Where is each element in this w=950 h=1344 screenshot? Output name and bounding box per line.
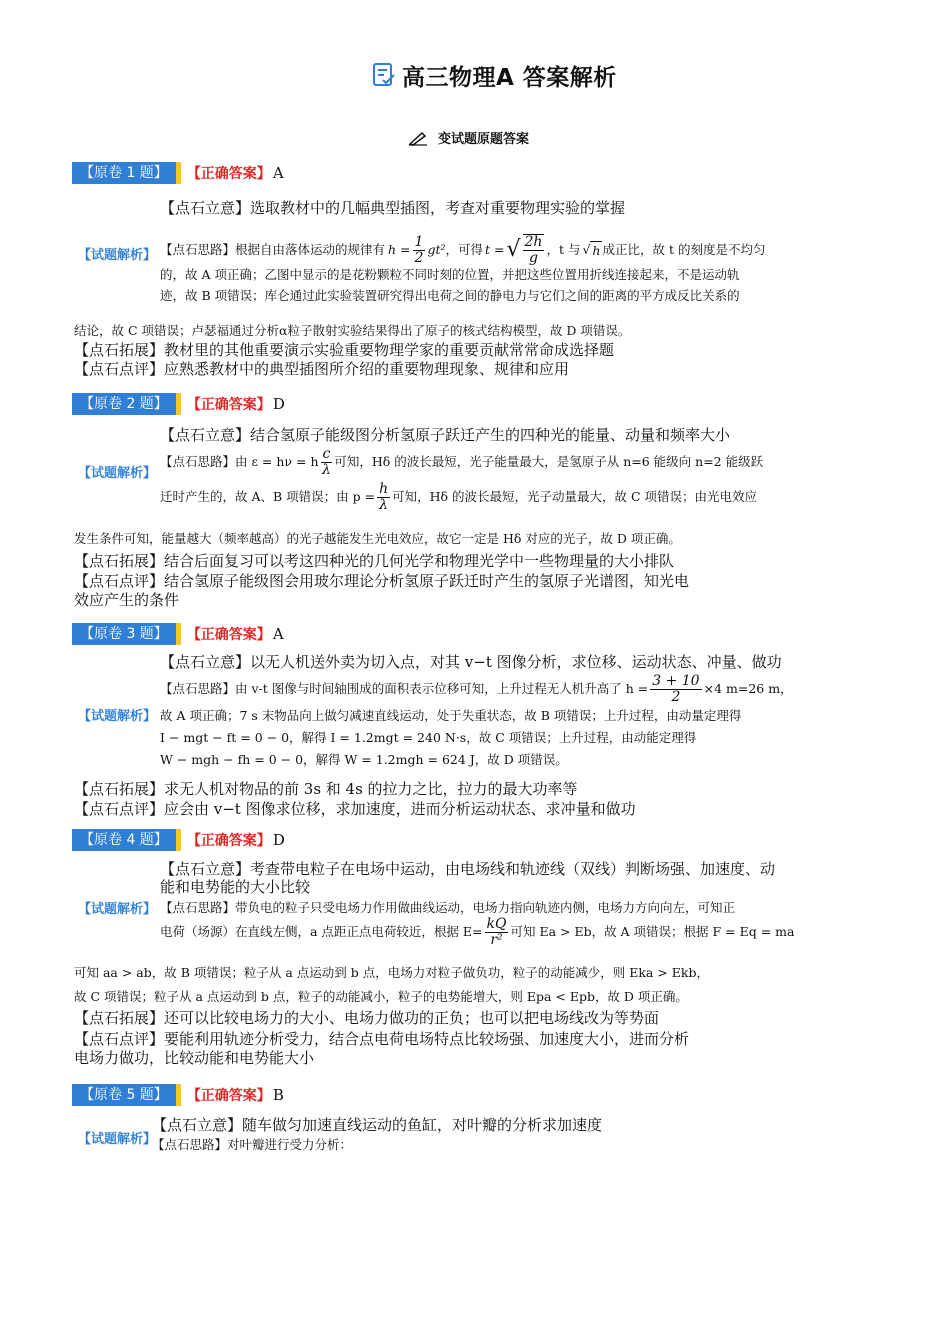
q3-tuozhan: 【点石拓展】求无人机对物品的前 3s 和 4s 的拉力之比，拉力的最大功率等 xyxy=(74,780,578,798)
q2-dianping-2: 效应产生的条件 xyxy=(74,591,180,609)
q3-silu: 【点石思路】由 v-t 图像与时间轴围成的面积表示位移可知，上升过程无人机升高了 h = $\frac{3 + 10}{2}$ ×4 m=26 m， xyxy=(160,672,793,705)
question-1-header xyxy=(72,162,284,184)
analysis-label: 【试题解析】 xyxy=(78,466,157,481)
q4-tuozhan: 【点石拓展】还可以比较电场力的大小、电场力做功的正负；也可以把电场线改为等势面 xyxy=(74,1009,660,1027)
q2-tuozhan: 【点石拓展】结合后面复习可以考这四种光的几何光学和物理光学中一些物理量的大小排队 xyxy=(74,552,675,570)
q4-silu-2: 电荷（场源）在直线左侧，a 点距正点电荷较近，根据 E= $\frac{kQ}{\text{r²}}$ 可知 Ea > Eb，故 A 项错误；根据 F = Eq = ma xyxy=(160,915,795,948)
analysis-label: 【试题解析】 xyxy=(78,1132,157,1147)
q3-dianping: 【点石点评】应会由 v−t 图像求位移，求加速度，进而分析运动状态、求冲量和做功 xyxy=(74,800,636,818)
question-5-header xyxy=(72,1084,284,1106)
q2-silu: 【点石思路】由 ε = hν = h $\frac{c}{\lambda}$ 可知，Hδ 的波长最短，光子能量最大，是氢原子从 n=6 能级向 n=2 能级跃 xyxy=(160,445,764,478)
section-subtitle xyxy=(408,128,529,147)
pen-icon xyxy=(408,130,428,146)
analysis-label: 【试题解析】 xyxy=(78,248,157,263)
q1-silu: 【点石思路】根据自由落体运动的规律有 h = $\frac{1}{2}$ gt² ，可得 t = √ $\frac{2h}{g}$ ，t 与 √ h 成正比，故 t 的刻度是不均匀 xyxy=(160,233,766,266)
q5-lizhi: 【点石立意】随车做匀加速直线运动的鱼缸，对叶瓣的分析求加速度 xyxy=(152,1116,603,1134)
question-tag: 【原卷 1 题】 xyxy=(72,162,181,184)
answer-value: D xyxy=(272,831,285,849)
q1-line4: 结论，故 C 项错误；卢瑟福通过分析α粒子散射实验结果得出了原子的核式结构模型，故 D 项错误。 xyxy=(74,323,631,338)
q4-dianping-2: 电场力做功，比较动能和电势能大小 xyxy=(74,1049,315,1067)
answer-label: 【正确答案】 xyxy=(186,1088,271,1104)
answer-label: 【正确答案】 xyxy=(186,166,271,182)
q4-line4: 故 C 项错误；粒子从 a 点运动到 b 点，粒子的动能减小，粒子的电势能增大，则 Epa < Epb，故 D 项正确。 xyxy=(74,989,688,1004)
answer-label: 【正确答案】 xyxy=(186,397,271,413)
q4-dianping-1: 【点石点评】要能利用轨迹分析受力，结合点电荷电场特点比较场强、加速度大小，进而分析 xyxy=(74,1030,690,1048)
subtitle-text: 变试题原题答案 xyxy=(438,132,530,147)
question-tag: 【原卷 5 题】 xyxy=(72,1084,181,1106)
q4-lizhi-1: 【点石立意】考查带电粒子在电场中运动，由电场线和轨迹线（双线）判断场强、加速度、动 xyxy=(160,860,776,878)
q4-silu-1: 【点石思路】带负电的粒子只受电场力作用做曲线运动，电场力指向轨迹内侧，电场力方向向左，可知正 xyxy=(160,900,736,915)
answer-value: A xyxy=(272,164,284,182)
q2-line2: 迁时产生的，故 A、B 项错误；由 p = $\frac{h}{\lambda}$ 可知，Hδ 的波长最短，光子动量最大，故 C 项错误；由光电效应 xyxy=(160,480,758,513)
q4-line3: 可知 aa > ab，故 B 项错误；粒子从 a 点运动到 b 点，电场力对粒子做负功，粒子的动能减少，则 Eka > Ekb， xyxy=(74,965,709,980)
q3-line4: W − mgh − fh = 0 − 0，解得 W = 1.2mgh = 624 J，故 D 项错误。 xyxy=(160,752,568,767)
question-4-header xyxy=(72,829,285,851)
answer-value: D xyxy=(272,395,285,413)
question-tag: 【原卷 4 题】 xyxy=(72,829,181,851)
answer-value: B xyxy=(272,1086,284,1104)
q1-tuozhan: 【点石拓展】教材里的其他重要演示实验重要物理学家的重要贡献常常命成选择题 xyxy=(74,341,615,359)
document-check-icon xyxy=(372,62,396,88)
title-text: 高三物理A 答案解析 xyxy=(402,64,617,91)
question-2-header xyxy=(72,393,285,415)
q1-line3: 迹，故 B 项错误；库仑通过此实验装置研究得出电荷之间的静电力与它们之间的距离的平方成反比关系的 xyxy=(160,288,740,303)
q3-line2: 故 A 项正确；7 s 末物品向上做匀减速直线运动，处于失重状态，故 B 项错误；上升过程，由动量定理得 xyxy=(160,708,742,723)
answer-label: 【正确答案】 xyxy=(186,627,271,643)
answer-label: 【正确答案】 xyxy=(186,833,271,849)
analysis-label: 【试题解析】 xyxy=(78,709,157,724)
q1-lizhi: 【点石立意】选取教材中的几幅典型插图，考查对重要物理实验的掌握 xyxy=(160,199,626,217)
q2-dianping-1: 【点石点评】结合氢原子能级图会用玻尔理论分析氢原子跃迁时产生的氢原子光谱图，知光电 xyxy=(74,572,690,590)
q5-silu: 【点石思路】对叶瓣进行受力分析： xyxy=(152,1137,353,1152)
q2-line3: 发生条件可知，能量越大（频率越高）的光子越能发生光电效应，故它一定是 Hδ 对应的光子，故 D 项正确。 xyxy=(74,531,681,546)
q3-line3: I − mgt − ft = 0 − 0，解得 I = 1.2mgt = 240 N·s，故 C 项错误；上升过程，由动能定理得 xyxy=(160,730,697,745)
q1-line2: 的，故 A 项正确；乙图中显示的是花粉颗粒不同时刻的位置，并把这些位置用折线连接起来，不是运动轨 xyxy=(160,267,740,282)
question-3-header xyxy=(72,623,284,645)
answer-value: A xyxy=(272,625,284,643)
q1-dianping: 【点石点评】应熟悉教材中的典型插图所介绍的重要物理现象、规律和应用 xyxy=(74,360,570,378)
question-tag: 【原卷 2 题】 xyxy=(72,393,181,415)
q3-lizhi: 【点石立意】以无人机送外卖为切入点，对其 v−t 图像分析，求位移、运动状态、冲量、做功 xyxy=(160,653,782,671)
page-title xyxy=(372,58,617,92)
analysis-label: 【试题解析】 xyxy=(78,902,157,917)
q4-lizhi-2: 能和电势能的大小比较 xyxy=(160,878,311,896)
q2-lizhi: 【点石立意】结合氢原子能级图分析氢原子跃迁产生的四种光的能量、动量和频率大小 xyxy=(160,426,731,444)
question-tag: 【原卷 3 题】 xyxy=(72,623,181,645)
